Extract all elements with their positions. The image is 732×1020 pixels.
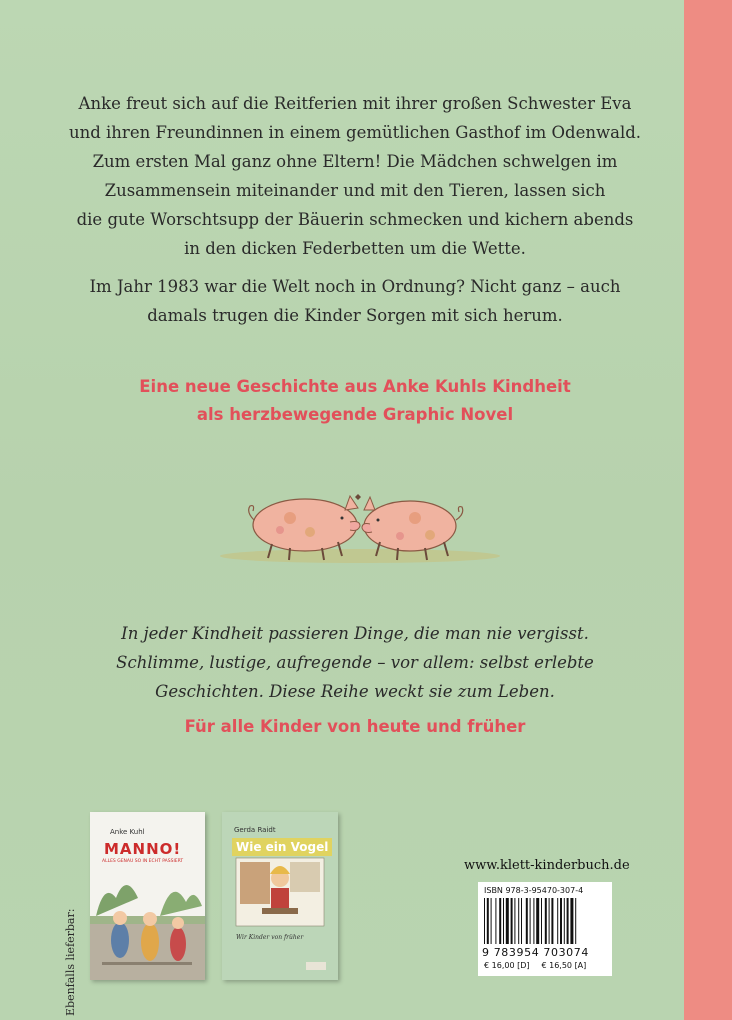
barcode-bar — [575, 898, 576, 944]
headline — [40, 373, 670, 429]
barcode-bar — [557, 898, 558, 944]
barcode-bar — [564, 898, 565, 944]
tagline: Für alle Kinder von heute und früher — [184, 717, 526, 736]
barcode-icon — [482, 898, 608, 944]
barcode-bar — [491, 898, 492, 944]
headline-line: als herzbewegende Graphic Novel — [196, 405, 514, 424]
blurb-line: in den dicken Federbetten um die Wette. — [184, 239, 526, 258]
book-author: Gerda Raidt — [234, 826, 276, 834]
blurb-line: damals trugen die Kinder Sorgen mit sich herum. — [147, 306, 563, 325]
barcode-bar — [511, 898, 513, 944]
book-cover-wie-ein-vogel[interactable] — [222, 812, 338, 980]
barcode-bar — [549, 898, 550, 944]
book-cover-manno[interactable] — [90, 812, 205, 980]
barcode-bar — [533, 898, 534, 944]
barcode-bar — [514, 898, 515, 944]
spine-stripe — [684, 0, 732, 1020]
blurb-paragraph-1 — [40, 89, 670, 263]
barcode-bar — [506, 898, 509, 944]
barcode-bar — [560, 898, 562, 944]
blurb-line: Im Jahr 1983 war die Welt noch in Ordnung? Nicht ganz – auch — [89, 277, 621, 296]
price-austria: € 16,50 [A] — [541, 961, 587, 970]
price-line — [484, 961, 586, 970]
blurb-line: und ihren Freundinnen in einem gemütlichen Gasthof im Odenwald. — [68, 123, 642, 142]
blurb-line: Anke freut sich auf die Reitferien mit ihrer großen Schwester Eva — [78, 94, 632, 113]
blurb-line: die gute Worschtsupp der Bäuerin schmecken und kichern abends — [76, 210, 634, 229]
barcode-bar — [545, 898, 547, 944]
barcode-bar — [484, 898, 485, 944]
barcode-bar — [521, 898, 522, 944]
barcode-bar — [518, 898, 519, 944]
barcode-bar — [503, 898, 504, 944]
publisher-url[interactable]: www.klett-kinderbuch.de — [464, 858, 630, 873]
book-cover-art — [90, 812, 205, 980]
blurb-paragraph-2 — [40, 272, 670, 330]
barcode-bar — [570, 898, 573, 944]
book-author: Anke Kuhl — [110, 828, 145, 836]
series-description — [40, 619, 670, 706]
barcode-bar — [526, 898, 528, 944]
also-available-label: Ebenfalls lieferbar: — [64, 908, 77, 1016]
barcode-bar — [536, 898, 539, 944]
barcode-label — [478, 882, 612, 976]
barcode-bar — [551, 898, 553, 944]
book-title: Wie ein Vogel — [232, 838, 332, 856]
book-subtitle: Wir Kinder von früher — [236, 934, 304, 941]
series-line: In jeder Kindheit passieren Dinge, die man nie vergisst. — [121, 624, 589, 643]
book-title: MANNO! — [104, 840, 182, 858]
barcode-bar — [495, 898, 496, 944]
barcode-bar — [487, 898, 489, 944]
barcode-bar — [499, 898, 501, 944]
hearts-icon — [355, 494, 361, 500]
barcode-bar — [541, 898, 542, 944]
blurb-line: Zum ersten Mal ganz ohne Eltern! Die Mädchen schwelgen im — [92, 152, 618, 171]
price-germany: € 16,00 [D] — [484, 961, 530, 970]
book-subtitle: ALLES GENAU SO IN ECHT PASSIERT — [102, 859, 184, 864]
series-line: Geschichten. Diese Reihe weckt sie zum Leben. — [155, 682, 555, 701]
series-line: Schlimme, lustige, aufregende – vor allem: selbst erlebte — [116, 653, 594, 672]
pigs-illustration — [210, 480, 510, 570]
barcode-digits: 9 783954 703074 — [482, 946, 589, 959]
headline-line: Eine neue Geschichte aus Anke Kuhls Kindheit — [139, 377, 571, 396]
blurb-line: Zusammensein miteinander und mit den Tieren, lassen sich — [104, 181, 606, 200]
isbn-text: ISBN 978-3-95470-307-4 — [484, 886, 584, 895]
barcode-bar — [567, 898, 569, 944]
barcode-bar — [530, 898, 531, 944]
